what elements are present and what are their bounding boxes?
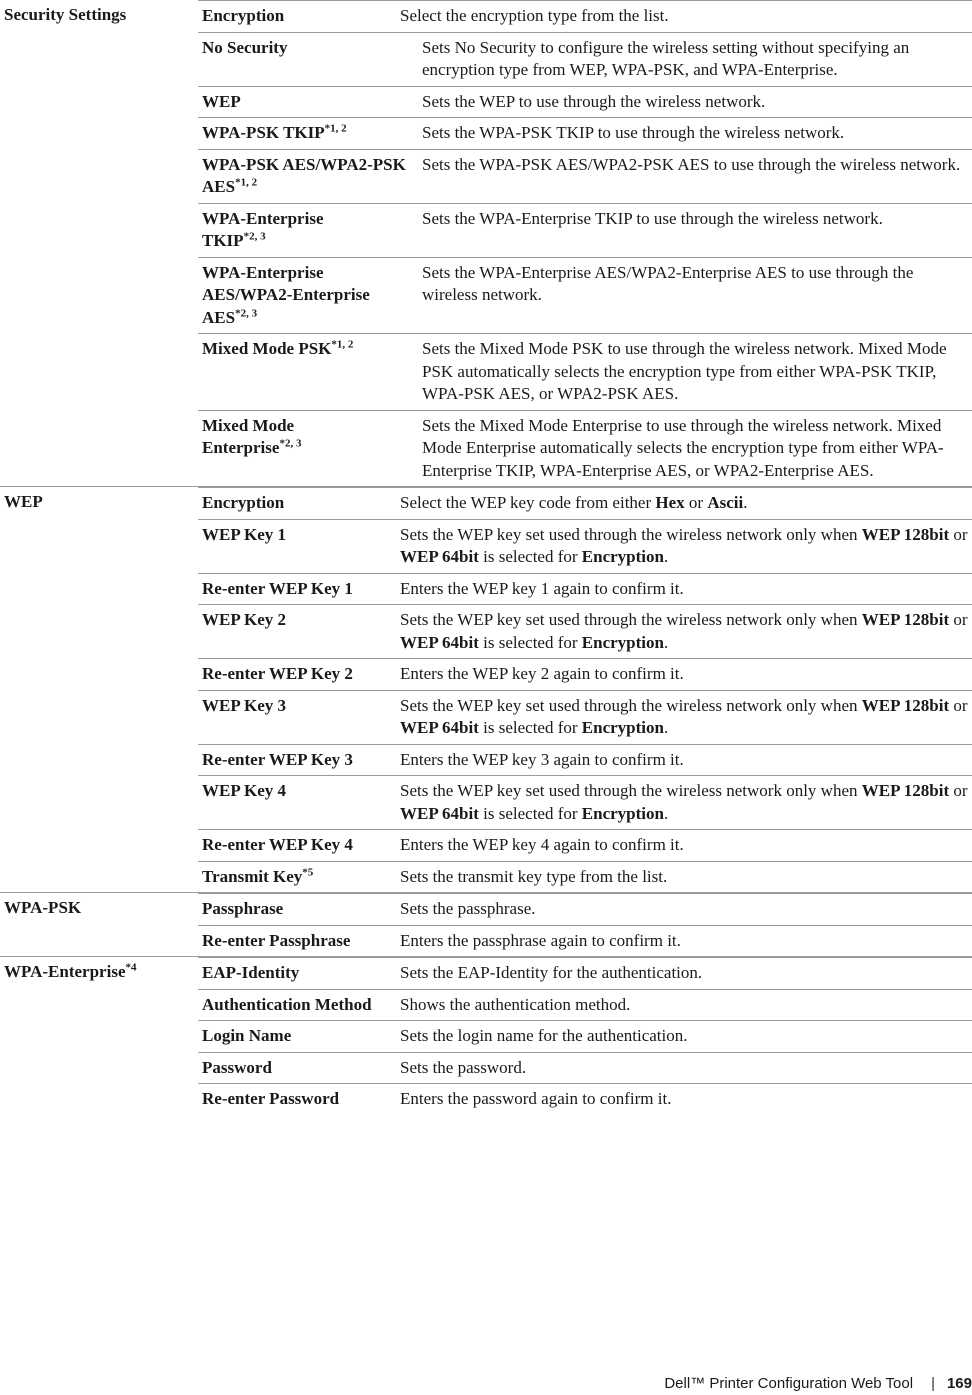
page-footer [664, 1373, 972, 1395]
table-row [198, 775, 972, 829]
setting-desc: Sets the WEP key set used through the wireless network only when WEP 128bit or WEP 64bit is selected for Encryption. [400, 610, 968, 652]
section-wpa-enterprise [0, 957, 972, 1115]
option-desc: Sets No Security to configure the wireless setting without specifying an encryption type from WEP, WPA-PSK, and WPA-Enterprise. [422, 37, 910, 79]
option-name: WPA-PSK TKIP [202, 123, 325, 142]
encryption-options [198, 32, 972, 487]
list-item [198, 86, 972, 118]
section-wpa-psk [0, 893, 972, 957]
option-name: No Security [202, 37, 288, 57]
setting-desc: Sets the WEP key set used through the wireless network only when WEP 128bit or WEP 64bit is selected for Encryption. [400, 695, 968, 737]
option-desc: Sets the WPA-Enterprise AES/WPA2-Enterprise AES to use through the wireless network. [422, 262, 914, 304]
section-label: Security Settings [4, 5, 127, 24]
setting-name: Re-enter WEP Key 1 [202, 578, 353, 598]
option-name: Mixed Mode PSK [202, 339, 332, 358]
footnote-ref: *1, 2 [331, 338, 354, 351]
setting-desc: Shows the authentication method. [400, 994, 631, 1014]
setting-name: Passphrase [202, 899, 284, 918]
option-name: WPA-Enterprise AES/WPA2-Enterprise AES [202, 262, 370, 327]
table-row [198, 690, 972, 744]
setting-desc: Sets the password. [400, 1057, 527, 1077]
footnote-ref: *5 [302, 865, 314, 878]
setting-desc: Sets the WEP key set used through the wireless network only when WEP 128bit or WEP 64bit is selected for Encryption. [400, 781, 968, 823]
table-row [198, 573, 972, 605]
list-item [198, 149, 972, 203]
setting-desc: Enters the WEP key 4 again to confirm it. [400, 835, 684, 854]
option-name: WPA-PSK AES/WPA2-PSK AES [202, 154, 406, 196]
section-security-settings [0, 0, 972, 487]
table-row [198, 744, 972, 776]
setting-desc: Sets the transmit key type from the list. [400, 866, 668, 886]
table-row [198, 604, 972, 658]
table-row [198, 0, 972, 32]
setting-name: WEP Key 3 [202, 695, 287, 715]
setting-name: Re-enter WEP Key 4 [202, 835, 353, 854]
setting-name: Authentication Method [202, 994, 372, 1014]
option-desc: Sets the Mixed Mode PSK to use through the wireless network. Mixed Mode PSK automatically selects the encryption type from either WPA-PSK TKIP, WPA-PSK AES, or WPA2-PSK AES. [422, 339, 947, 403]
setting-name: WEP Key 1 [202, 524, 287, 544]
setting-desc: Select the WEP key code from either Hex or Ascii. [400, 493, 748, 512]
setting-name: Re-enter WEP Key 3 [202, 749, 353, 769]
table-row [198, 957, 972, 989]
table-row [198, 1020, 972, 1052]
setting-desc: Enters the WEP key 1 again to confirm it. [400, 578, 684, 598]
footer-title: Dell™ Printer Configuration Web Tool [664, 1374, 914, 1392]
footnote-ref: *1, 2 [235, 176, 258, 189]
setting-desc: Enters the WEP key 2 again to confirm it. [400, 664, 684, 683]
section-label: WPA-PSK [4, 898, 82, 917]
footnote-ref: *1, 2 [324, 122, 347, 135]
setting-desc: Sets the WEP key set used through the wireless network only when WEP 128bit or WEP 64bit is selected for Encryption. [400, 524, 968, 566]
setting-desc: Sets the EAP-Identity for the authentication. [400, 963, 703, 982]
footnote-ref: *4 [125, 961, 137, 974]
setting-name: Re-enter WEP Key 2 [202, 664, 353, 683]
table-row [198, 925, 972, 957]
option-desc: Sets the WPA-PSK AES/WPA2-PSK AES to use through the wireless network. [422, 154, 961, 174]
option-desc: Sets the Mixed Mode Enterprise to use through the wireless network. Mixed Mode Enterprise automatically selects the encryption type from either WPA-Enterprise TKIP, WPA-Enterprise AES, or WPA2-Enterprise AES. [422, 415, 944, 480]
option-name: WEP [202, 91, 241, 111]
setting-name: Re-enter Password [202, 1089, 340, 1108]
setting-name: WEP Key 2 [202, 610, 287, 629]
table-row [198, 1083, 972, 1115]
list-item [198, 410, 972, 487]
setting-desc: Sets the passphrase. [400, 899, 536, 918]
footer-separator: | [931, 1374, 935, 1392]
setting-desc: Enters the password again to confirm it. [400, 1089, 672, 1108]
setting-desc: Enters the WEP key 3 again to confirm it. [400, 749, 684, 769]
option-desc: Sets the WEP to use through the wireless network. [422, 91, 766, 111]
list-item [198, 257, 972, 334]
setting-name: Login Name [202, 1026, 292, 1045]
table-row [198, 519, 972, 573]
table-row [198, 1052, 972, 1084]
setting-name: EAP-Identity [202, 963, 300, 982]
setting-name: Transmit Key$^{*5}$ [202, 865, 314, 886]
option-name: WPA-Enterprise TKIP [202, 208, 324, 250]
table-row [198, 487, 972, 519]
option-desc: Sets the WPA-PSK TKIP to use through the wireless network. [422, 123, 845, 142]
setting-desc: Sets the login name for the authentication. [400, 1026, 688, 1045]
setting-name: Password [202, 1057, 272, 1077]
list-item [198, 117, 972, 149]
option-desc: Sets the WPA-Enterprise TKIP to use through the wireless network. [422, 208, 883, 228]
table-row [198, 861, 972, 893]
option-name: Mixed Mode Enterprise [202, 415, 295, 457]
list-item [198, 333, 972, 410]
table-row [198, 893, 972, 925]
footnote-ref: *2, 3 [235, 306, 258, 319]
section-label: WEP [4, 492, 43, 511]
setting-name: Encryption [202, 493, 285, 512]
section-label: WPA-Enterprise$^{*4}$ [4, 961, 137, 981]
table-row [198, 989, 972, 1021]
setting-name: Encryption [202, 6, 285, 25]
setting-desc: Enters the passphrase again to confirm it. [400, 930, 681, 950]
footnote-ref: *2, 3 [279, 437, 302, 450]
section-wep [0, 487, 972, 893]
setting-name: WEP Key 4 [202, 781, 287, 800]
list-item [198, 32, 972, 86]
setting-desc: Select the encryption type from the list. [400, 6, 669, 25]
table-row [198, 829, 972, 861]
table-row [198, 658, 972, 690]
list-item [198, 203, 972, 257]
footnote-ref: *2, 3 [243, 230, 266, 243]
page-number: 169 [946, 1374, 972, 1392]
setting-name: Re-enter Passphrase [202, 930, 351, 950]
